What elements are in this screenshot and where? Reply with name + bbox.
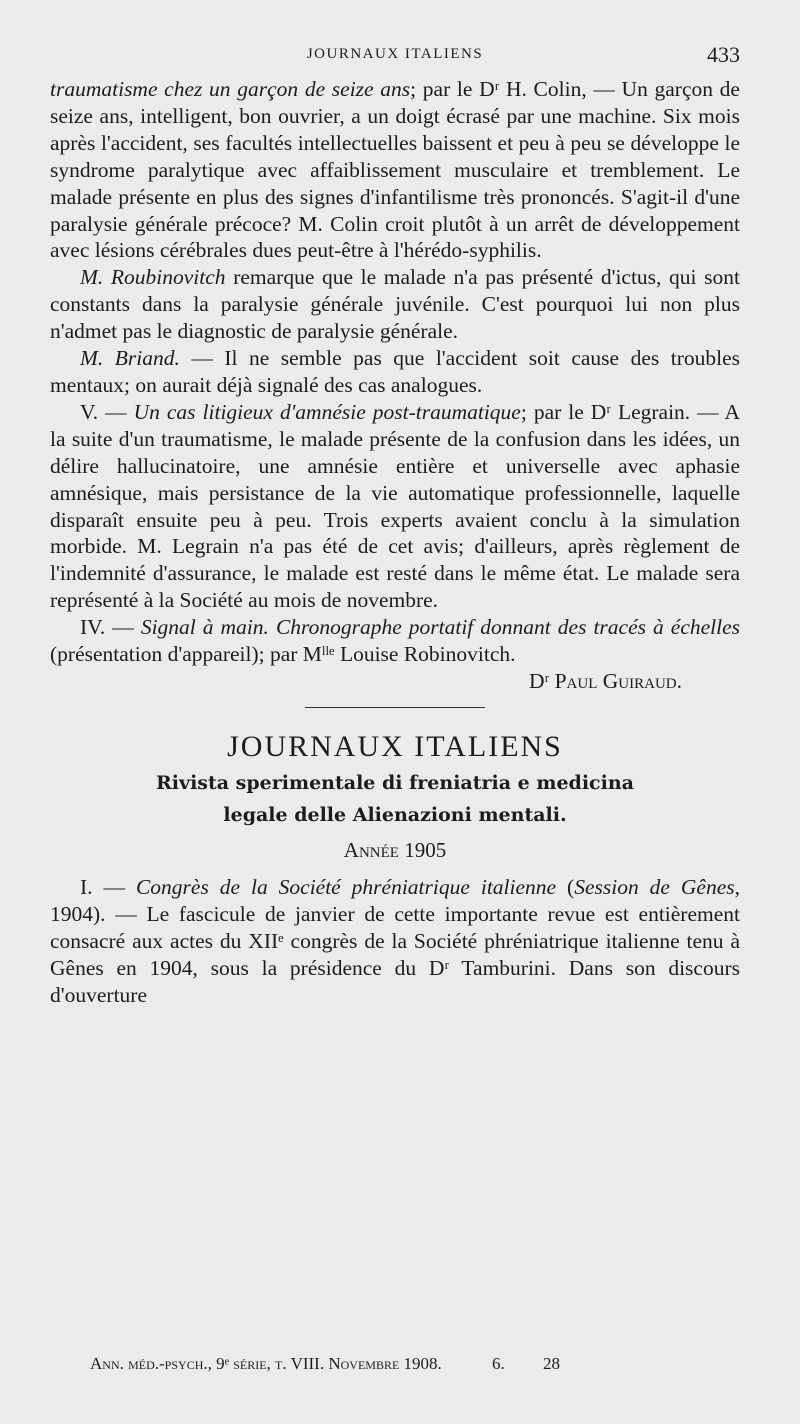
p5-italic: Signal à main. Chronographe portatif donnant des tracés à échelles — [140, 615, 741, 640]
section-title: JOURNAUX ITALIENS — [227, 730, 563, 764]
section-subtitle-line2: legale delle Alienazioni mentali. — [223, 804, 567, 827]
s1-italic1: Congrès de la Société phréniatrique italienne — [135, 875, 557, 900]
p5-num: IV. — — [80, 615, 141, 640]
paragraph-5 — [50, 614, 740, 668]
s1-text: , 1904). — Le fascicule de janvier de cette importante revue est entièrement consacré aux actes du XIIᵉ congrès de la Société phréniatrique italienne tenu à Gênes en 1904, sous la présidence du Dʳ Tamburini. Dans son discours d'ouverture — [50, 875, 740, 1007]
page-number: 433 — [707, 42, 740, 67]
section-divider — [305, 707, 485, 709]
paragraph-3 — [50, 345, 740, 399]
p5-text: (présentation d'appareil); par Mˡˡᵉ Louise Robinovitch. — [50, 642, 516, 667]
p4-text: ; par le Dʳ Legrain. — A la suite d'un traumatisme, le malade présente de la confusion dans les idées, un délire hallucinatoire, une amnésie entière et universelle avec aphasie amnésique, mais persistance de la vie automatique professionnelle, laquelle disparaît ensuite peu à peu. Trois experts avaient conclu à la simulation morbide. M. Legrain n'a pas été de cet avis; d'ailleurs, après règlement de l'indemnité d'assurance, le malade est resté dans le même état. Le malade sera représenté à la Société au mois de novembre. — [50, 399, 740, 613]
p4-num: V. — — [80, 399, 134, 424]
paragraph-4 — [50, 399, 740, 614]
running-head — [50, 36, 740, 76]
s1-paren: ( — [556, 875, 575, 900]
footer-sig-a: 6. — [492, 1354, 505, 1373]
page-footer — [90, 1354, 740, 1374]
p2-text: remarque que le malade n'a pas présenté d'ictus, qui sont constants dans la paralysie générale juvénile. C'est pourquoi lui non plus n'admet pas le diagnostic de paralysie générale. — [50, 265, 740, 344]
footer-journal: Ann. méd.-psych., 9ᵉ série, t. VIII. Novembre 1908. — [90, 1354, 442, 1373]
section-year: Année 1905 — [343, 838, 447, 863]
p2-name: M. Roubinovitch — [80, 265, 226, 290]
body-text — [50, 76, 740, 1009]
p3-text: — Il ne semble pas que l'accident soit cause des troubles mentaux; on aurait déjà signalé des cas analogues. — [50, 346, 740, 397]
p1-italic: traumatisme chez un garçon de seize ans — [50, 77, 411, 101]
paragraph-1 — [50, 76, 740, 264]
section-paragraph-1 — [50, 874, 740, 1009]
s1-italic2: Session de Gênes — [574, 875, 735, 900]
p3-name: M. Briand. — [80, 346, 180, 371]
footer-sig-b: 28 — [543, 1354, 561, 1373]
running-title: JOURNAUX ITALIENS — [306, 46, 484, 62]
signature: Dʳ Paul Guiraud. — [529, 668, 682, 693]
p1-text: ; par le Dʳ H. Colin, — Un garçon de seize ans, intelligent, bon ouvrier, a un doigt écrasé par une machine. Six mois après l'accident, ses facultés intellectuelles baissent et peu à peu se développe le syndrome paralytique avec affaiblissement musculaire et tremblement. Le malade présente en plus des signes d'infantilisme très prononcés. S'agit-il d'une paralysie générale précoce? M. Colin croit plutôt à un arrêt de développement avec lésions cérébrales dues peut-être à l'hérédo-syphilis. — [50, 77, 740, 263]
document-page — [50, 36, 740, 1396]
paragraph-2 — [50, 264, 740, 345]
section-subtitle-line1: Rivista sperimentale di freniatria e medicina — [156, 772, 634, 795]
p4-italic: Un cas litigieux d'amnésie post-traumatique — [133, 399, 521, 424]
s1-num: I. — — [80, 875, 136, 900]
